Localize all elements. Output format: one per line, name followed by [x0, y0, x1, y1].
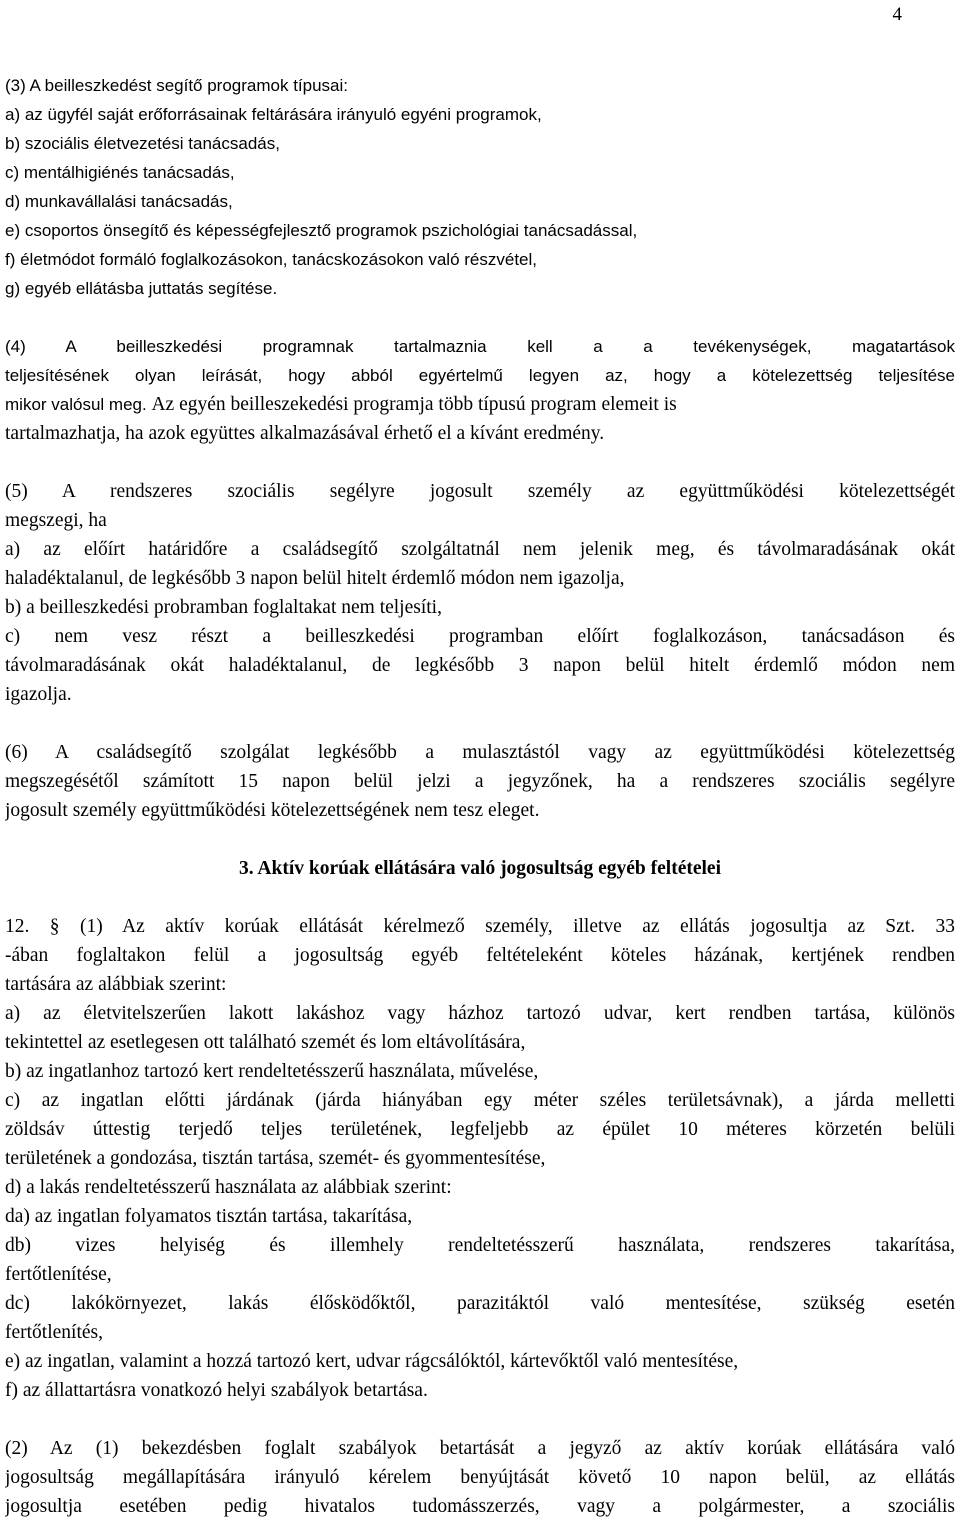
- section-5: [5, 477, 955, 709]
- text-line: igazolja.: [5, 684, 72, 705]
- text-line: b) szociális életvezetési tanácsadás,: [5, 134, 280, 153]
- text-line: (2) Az (1) bekezdésben foglalt szabályok betartását a jegyző az aktív korúak ellátására való: [5, 1438, 955, 1459]
- section-4: [5, 332, 955, 448]
- text-line: 12. § (1) Az aktív korúak ellátását kérelmező személy, illetve az ellátás jogosultja az Szt. 33: [5, 916, 955, 937]
- text-line: jogosultja esetében pedig hivatalos tudomásszerzés, vagy a polgármester, a szociális: [5, 1496, 955, 1517]
- section-3: [5, 71, 955, 303]
- text-line: a) az ügyfél saját erőforrásainak feltárására irányuló egyéni programok,: [5, 105, 542, 124]
- text-line: f) életmódot formáló foglalkozásokon, tanácskozásokon való részvétel,: [5, 250, 537, 269]
- text-line: tekintettel az esetlegesen ott található szemét és lom eltávolítására,: [5, 1032, 526, 1053]
- text-line: fertőtlenítés,: [5, 1322, 104, 1343]
- text-line: haladéktalanul, de legkésőbb 3 napon belül hitelt érdemlő módon nem igazolja,: [5, 568, 625, 589]
- text-line: (5) A rendszeres szociális segélyre jogosult személy az együttműködési kötelezettségét: [5, 481, 955, 502]
- text-line: db) vizes helyiség és illemhely rendeltetésszerű használata, rendszeres takarítása,: [5, 1235, 955, 1256]
- text-line: a) az életvitelszerűen lakott lakáshoz vagy házhoz tartozó udvar, kert rendben tartása, különös: [5, 1003, 955, 1024]
- text-line: (3) A beilleszkedést segítő programok típusai:: [5, 76, 349, 95]
- text-line: megszegi, ha: [5, 510, 107, 531]
- text-line: teljesítésének olyan leírását, hogy abból egyértelmű legyen az, hogy a kötelezettség teljesítése: [5, 366, 955, 385]
- text-line: zöldsáv úttestig terjedő teljes területének, legfeljebb az épület 10 méteres körzetén belüli: [5, 1119, 955, 1140]
- section-12-2: [5, 1434, 955, 1521]
- text-line: b) a beilleszkedési probramban foglaltakat nem teljesíti,: [5, 597, 442, 618]
- text-line: megszegésétől számított 15 napon belül jelzi a jegyzőnek, ha a rendszeres szociális segélyre: [5, 771, 955, 792]
- text-line: területének a gondozása, tisztán tartása, szemét- és gyommentesítése,: [5, 1148, 546, 1169]
- text-line: tartalmazhatja, ha azok együttes alkalmazásával érhető el a kívánt eredmény.: [5, 423, 605, 444]
- text-line: dc) lakókörnyezet, lakás élősködőktől, parazitáktól való mentesítése, szükség esetén: [5, 1293, 955, 1314]
- text-segment: Az egyén beilleszekedési programja több típusú program elemeit is: [151, 394, 677, 415]
- text-line: f) az állattartásra vonatkozó helyi szabályok betartása.: [5, 1380, 428, 1401]
- text-line: b) az ingatlanhoz tartozó kert rendeltetésszerű használata, művelése,: [5, 1061, 539, 1082]
- section-heading: 3. Aktív korúak ellátására való jogosultság egyéb feltételei: [238, 858, 722, 879]
- text-line: c) nem vesz részt a beilleszkedési programban előírt foglalkozáson, tanácsadáson és: [5, 626, 955, 647]
- page-number: 4: [892, 4, 902, 25]
- text-line: jogosult személy együttműködési kötelezettségének nem tesz eleget.: [5, 800, 540, 821]
- text-segment: mikor valósul meg.: [5, 395, 147, 414]
- text-line: távolmaradásának okát haladéktalanul, de legkésőbb 3 napon belül hitelt érdemlő módon nem: [5, 655, 955, 676]
- text-line: fertőtlenítése,: [5, 1264, 112, 1285]
- text-line: d) a lakás rendeltetésszerű használata az alábbiak szerint:: [5, 1177, 452, 1198]
- text-line: jogosultság megállapítására irányuló kérelem benyújtását követő 10 napon belül, az ellátás: [5, 1467, 955, 1488]
- text-line: e) csoportos önsegítő és képességfejlesztő programok pszichológiai tanácsadással,: [5, 221, 638, 240]
- text-line: d) munkavállalási tanácsadás,: [5, 192, 233, 211]
- section-12: [5, 912, 955, 1405]
- text-line: (6) A családsegítő szolgálat legkésőbb a mulasztástól vagy az együttműködési kötelezettség: [5, 742, 955, 763]
- text-line: -ában foglaltakon felül a jogosultság egyéb feltételeként köteles házának, kertjének rendben: [5, 945, 955, 966]
- text-line: (4) A beilleszkedési programnak tartalmaznia kell a a tevékenységek, magatartások: [5, 337, 955, 356]
- text-line: e) az ingatlan, valamint a hozzá tartozó kert, udvar rágcsálóktól, kártevőktől való mentesítése,: [5, 1351, 739, 1372]
- text-line: tartására az alábbiak szerint:: [5, 974, 227, 995]
- text-line: g) egyéb ellátásba juttatás segítése.: [5, 279, 278, 298]
- text-line: a) az előírt határidőre a családsegítő szolgáltatnál nem jelenik meg, és távolmaradásának okát: [5, 539, 955, 560]
- document-body: [5, 71, 955, 1521]
- text-line: c) az ingatlan előtti járdának (járda hiányában egy méter széles területsávnak), a járda melletti: [5, 1090, 955, 1111]
- text-line-mixed: [5, 390, 955, 419]
- text-line: da) az ingatlan folyamatos tisztán tartása, takarítása,: [5, 1206, 413, 1227]
- section-6: [5, 738, 955, 825]
- text-line: c) mentálhigiénés tanácsadás,: [5, 163, 235, 182]
